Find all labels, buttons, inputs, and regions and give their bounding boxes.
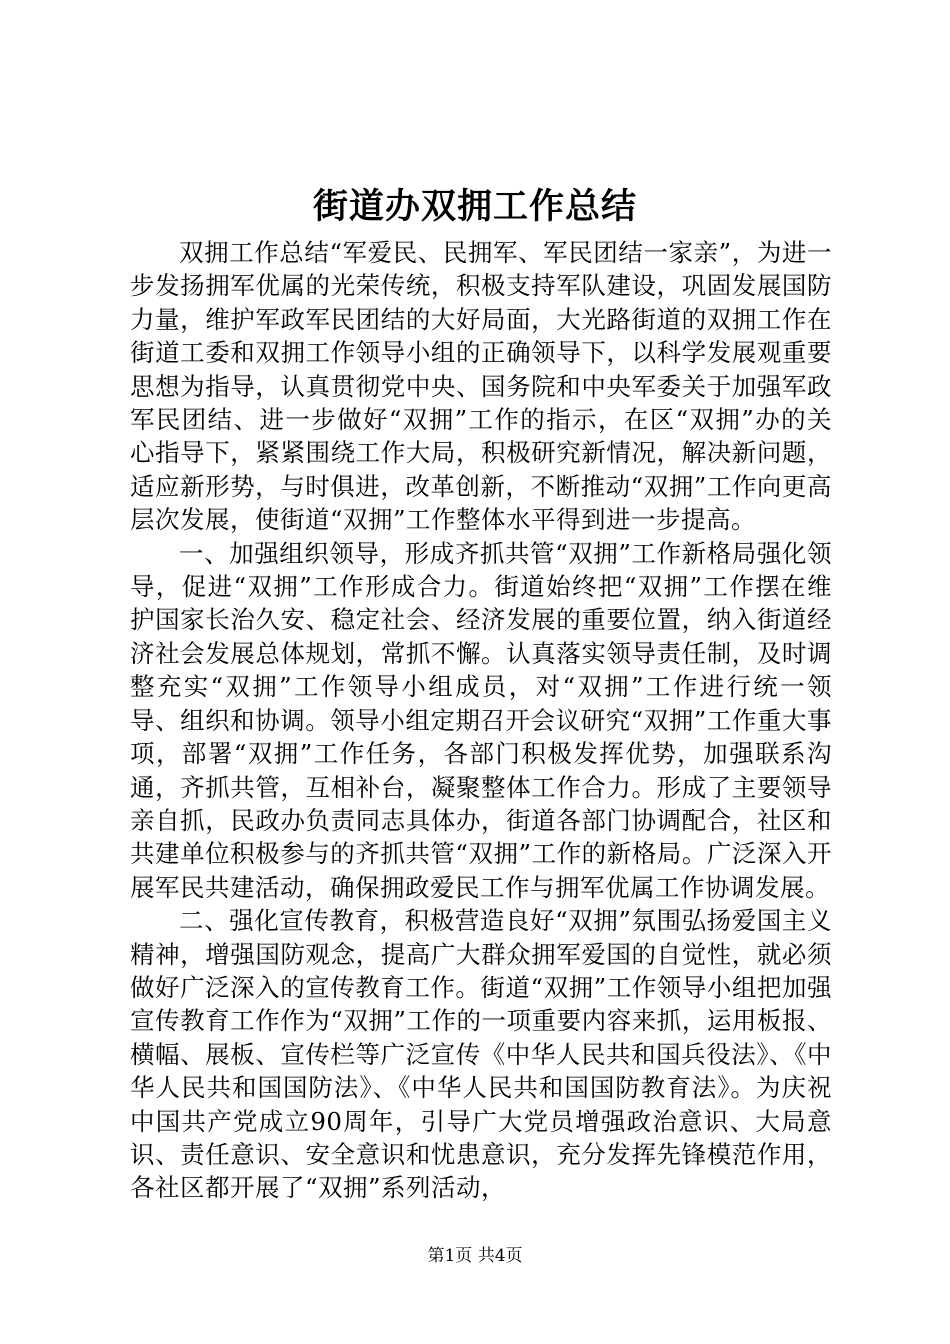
page-footer: 第1页 共4页 xyxy=(427,1246,523,1266)
document-body xyxy=(130,236,832,1205)
paragraph-section-2: 二、强化宣传教育，积极营造良好“双拥”氛围弘扬爱国主义精神，增强国防观念，提高广大群众拥军爱国的自觉性，就必须做好广泛深入的宣传教育工作。街道“双拥”工作领导小组把加强宣传教育工作作为“双拥”工作的一项重要内容来抓，运用板报、横幅、展板、宣传栏等广泛宣传《中华人民共和国兵役法》、《中华人民共和国国防法》、《中华人民共和国国防教育法》。为庆祝中国共产党成立90周年，引导广大党员增强政治意识、大局意识、责任意识、安全意识和忧患意识，充分发挥先锋模范作用，各社区都开展了“双拥”系列活动， xyxy=(130,906,832,1203)
paragraph-intro: 双拥工作总结“军爱民、民拥军、军民团结一家亲”，为进一步发扬拥军优属的光荣传统，积极支持军队建设，巩固发展国防力量，维护军政军民团结的大好局面，大光路街道的双拥工作在街道工委和双拥工作领导小组的正确领导下，以科学发展观重要思想为指导，认真贯彻党中央、国务院和中央军委关于加强军政军民团结、进一步做好“双拥”工作的指示，在区“双拥”办的关心指导下，紧紧围绕工作大局，积极研究新情况，解决新问题，适应新形势，与时俱进，改革创新，不断推动“双拥”工作向更高层次发展，使街道“双拥”工作整体水平得到进一步提高。 xyxy=(130,238,832,535)
document-title: 街道办双拥工作总结 xyxy=(312,186,637,227)
paragraph-section-1: 一、加强组织领导，形成齐抓共管“双拥”工作新格局强化领导，促进“双拥”工作形成合力。街道始终把“双拥”工作摆在维护国家长治久安、稳定社会、经济发展的重要位置，纳入街道经济社会发展总体规划，常抓不懈。认真落实领导责任制，及时调整充实“双拥”工作领导小组成员，对“双拥”工作进行统一领导、组织和协调。领导小组定期召开会议研究“双拥”工作重大事项，部署“双拥”工作任务，各部门积极发挥优势，加强联系沟通，齐抓共管，互相补台，凝聚整体工作合力。形成了主要领导亲自抓，民政办负责同志具体办，街道各部门协调配合，社区和共建单位积极参与的齐抓共管“双拥”工作的新格局。广泛深入开展军民共建活动，确保拥政爱民工作与拥军优属工作协调发展。 xyxy=(130,538,832,902)
